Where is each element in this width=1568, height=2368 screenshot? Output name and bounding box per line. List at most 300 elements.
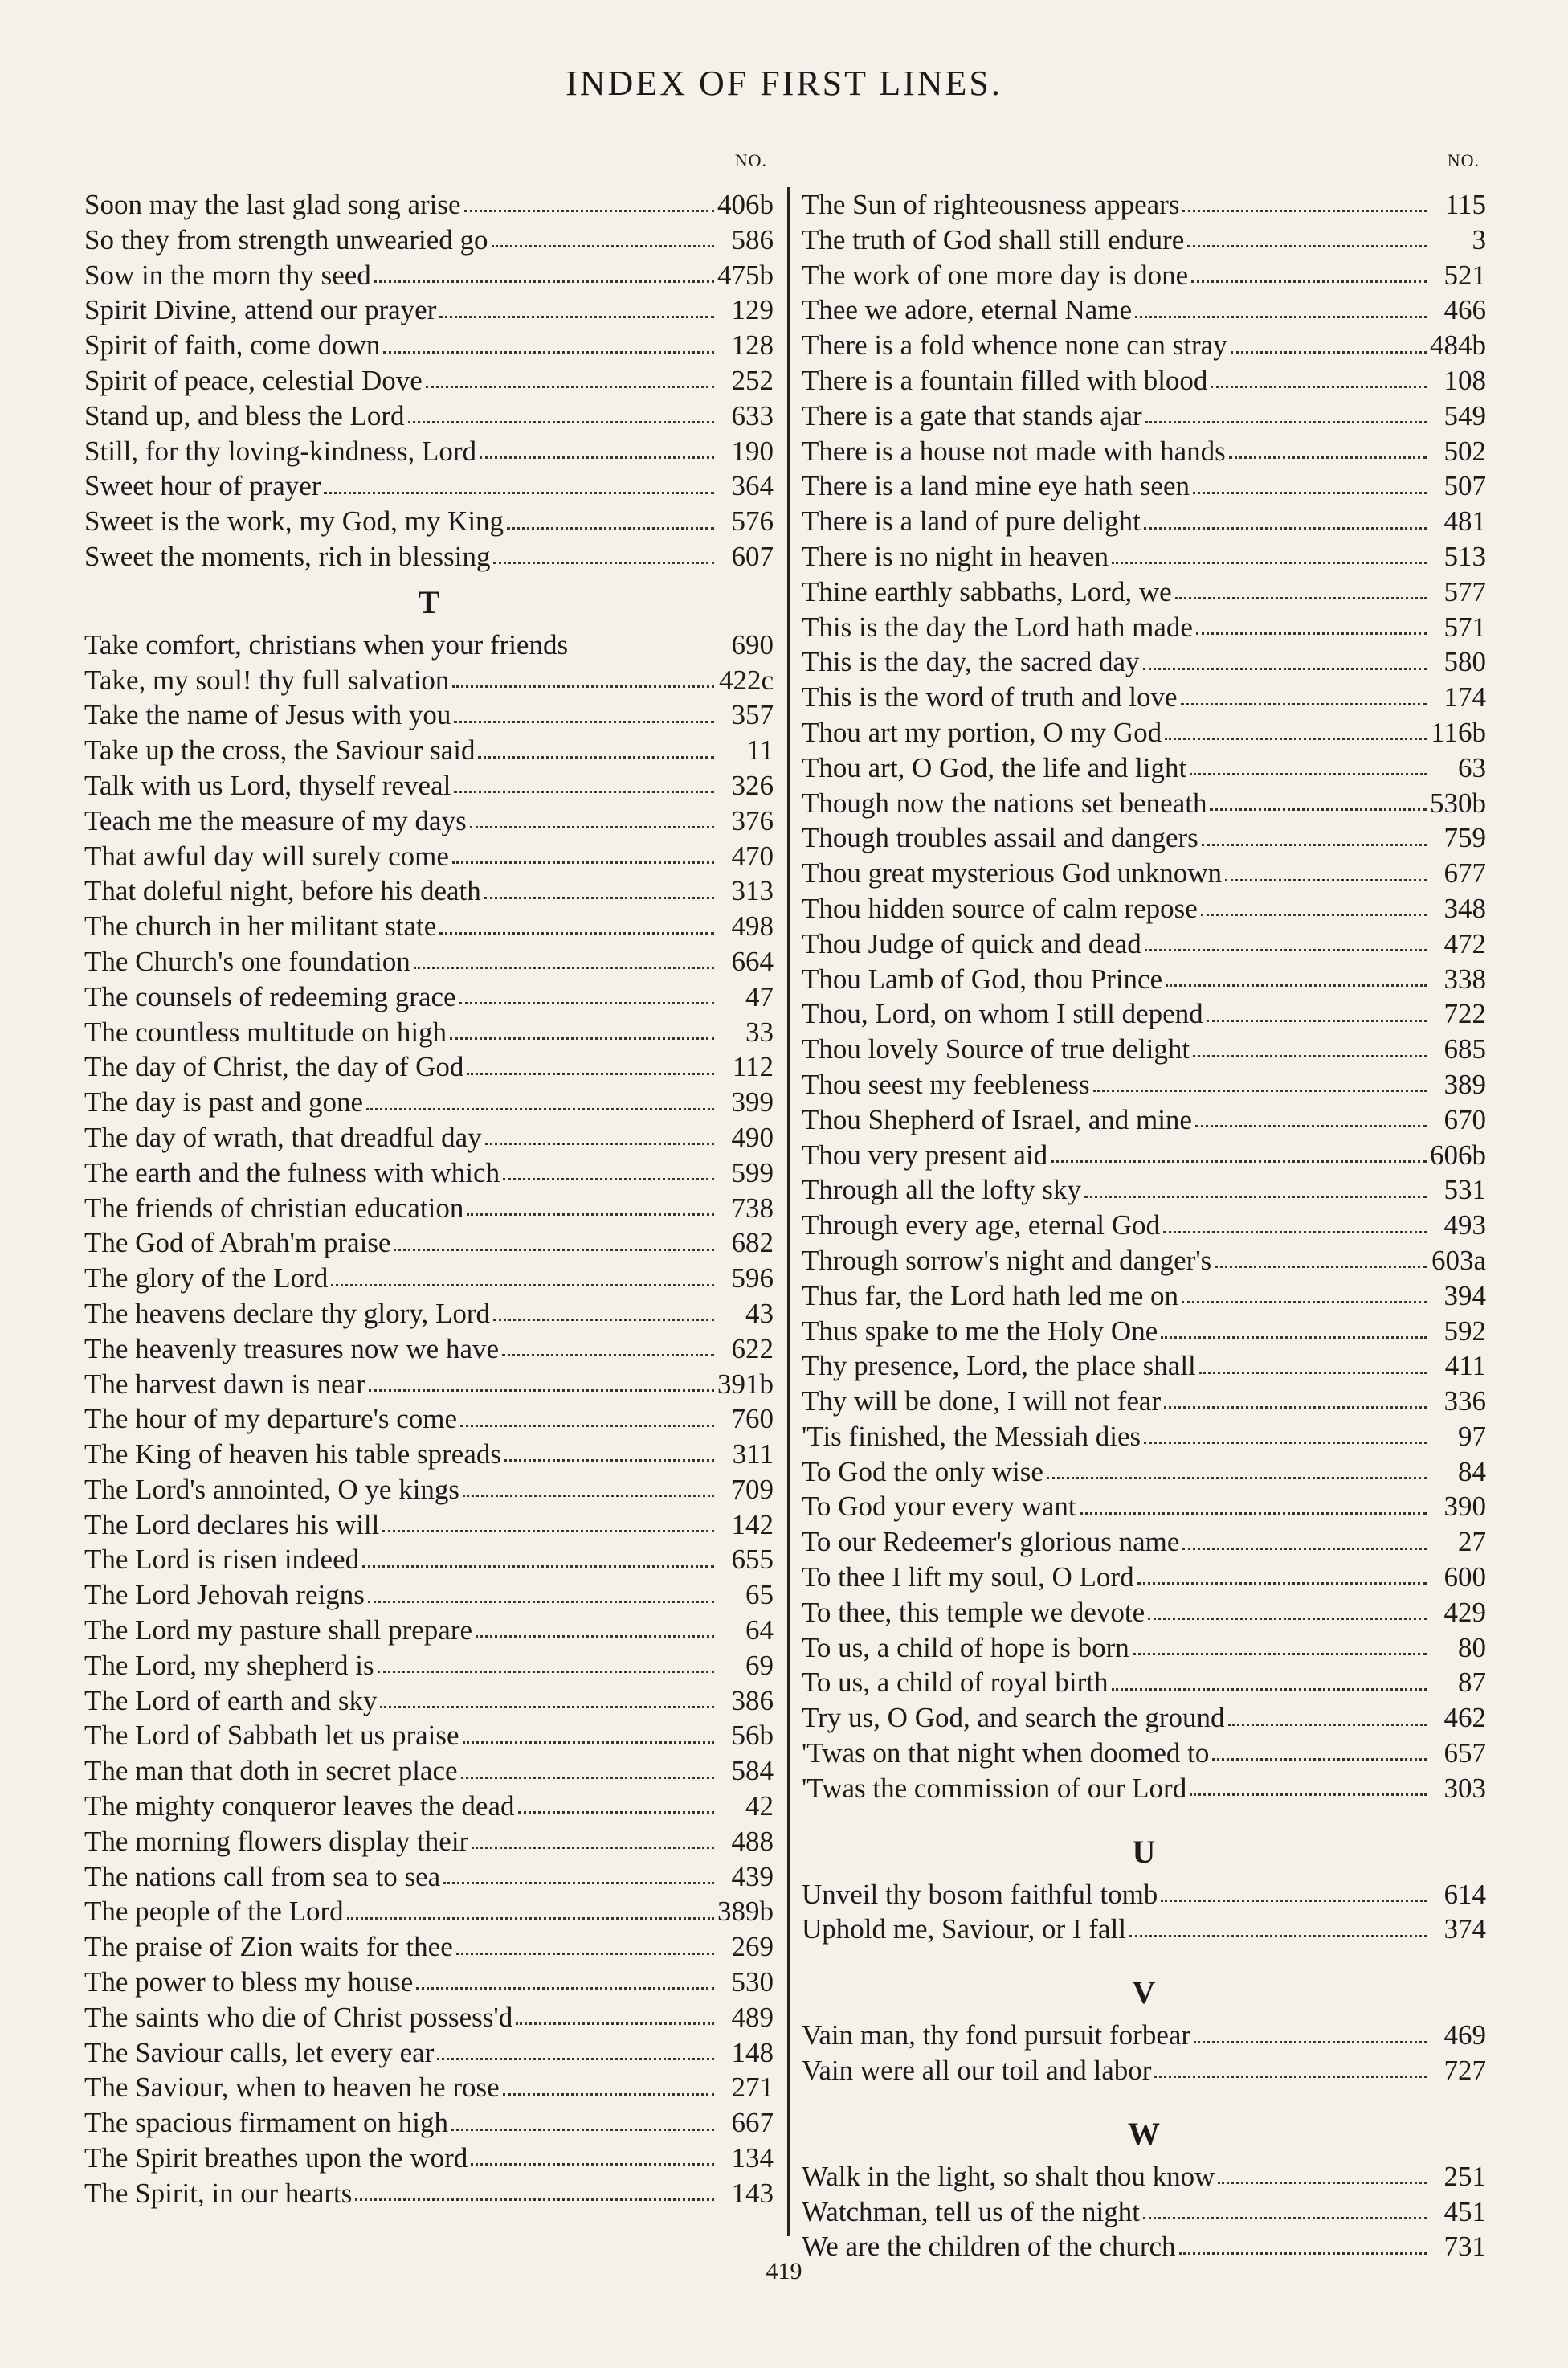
index-entry: [84, 292, 774, 328]
hymn-number: 271: [731, 2071, 774, 2104]
dot-leader: [1191, 280, 1427, 283]
dot-leader: [504, 1459, 714, 1462]
hymn-number: 33: [745, 1016, 774, 1048]
first-line-text: Sow in the morn thy seed: [84, 259, 371, 291]
first-line-text: 'Twas the commission of our Lord: [802, 1772, 1187, 1804]
first-line-text: The countless multitude on high: [84, 1016, 447, 1048]
dot-leader: [472, 1847, 714, 1849]
index-entry: [84, 1261, 774, 1296]
index-entry: [84, 504, 774, 539]
dot-leader: [503, 2093, 714, 2096]
first-line-text: The people of the Lord: [84, 1896, 344, 1928]
first-line-text: The King of heaven his table spreads: [84, 1438, 502, 1470]
index-entry: [84, 1929, 774, 1965]
dot-leader: [480, 456, 714, 459]
index-entry: [84, 1859, 774, 1895]
hymn-number: 622: [731, 1332, 774, 1364]
hymn-number: 129: [731, 294, 774, 326]
first-line-text: To us, a child of royal birth: [802, 1667, 1109, 1699]
section-letter: W: [1128, 2115, 1160, 2152]
hymn-number: 677: [1443, 857, 1486, 890]
index-entry: [84, 363, 774, 399]
index-entry: [84, 1401, 774, 1437]
hymn-number: 336: [1443, 1385, 1486, 1417]
hymn-number: 531: [1443, 1174, 1486, 1206]
first-line-text: Thus spake to me the Holy One: [802, 1315, 1158, 1347]
hymn-number: 394: [1443, 1279, 1486, 1311]
dot-leader: [1143, 668, 1427, 670]
index-entry: [84, 1296, 774, 1331]
index-entry: [802, 468, 1486, 504]
first-line-text: To God the only wise: [802, 1455, 1043, 1487]
dot-leader: [1144, 527, 1427, 530]
entry-list-left: [84, 187, 774, 2211]
dot-leader: [1163, 1231, 1427, 1233]
first-line-text: This is the day the Lord hath made: [802, 611, 1193, 643]
hymn-number: 364: [731, 470, 774, 502]
section-gap: [802, 1806, 1486, 1824]
dot-leader: [1080, 1512, 1427, 1515]
index-entry: [84, 1683, 774, 1719]
hymn-number: 422c: [718, 664, 774, 696]
index-entry: [84, 804, 774, 839]
dot-leader: [1190, 1793, 1427, 1796]
dot-leader: [1196, 632, 1427, 635]
hymn-number: 43: [745, 1297, 774, 1329]
index-entry: [802, 1630, 1486, 1666]
first-line-text: Take, my soul! thy full salvation: [84, 664, 450, 696]
first-line-text: Stand up, and bless the Lord: [84, 399, 405, 431]
index-entry: [84, 1542, 774, 1577]
column-header-no: NO.: [1447, 150, 1480, 170]
dot-leader: [426, 386, 714, 388]
index-entry: [84, 733, 774, 768]
hymn-number: 577: [1443, 575, 1486, 607]
dot-leader: [507, 527, 714, 530]
first-line-text: Walk in the light, so shalt thou know: [802, 2160, 1215, 2192]
dot-leader: [378, 1671, 714, 1673]
index-entry: [84, 768, 774, 804]
first-line-text: To God your every want: [802, 1491, 1076, 1523]
dot-leader: [1166, 984, 1427, 987]
hymn-number: 603a: [1431, 1244, 1486, 1276]
hymn-number: 389: [1443, 1068, 1486, 1100]
dot-leader: [362, 1565, 714, 1568]
index-entry: [802, 1912, 1486, 1947]
dot-leader: [383, 351, 714, 354]
hymn-number: 466: [1443, 294, 1486, 326]
dot-leader: [382, 1530, 714, 1532]
first-line-text: There is a fountain filled with blood: [802, 364, 1208, 396]
dot-leader: [1161, 1336, 1427, 1339]
first-line-text: Vain were all our toil and labor: [802, 2055, 1152, 2087]
first-line-text: The heavens declare thy glory, Lord: [84, 1297, 491, 1329]
dot-leader: [493, 562, 714, 564]
index-entry: [84, 1965, 774, 2000]
index-entry: [802, 1032, 1486, 1067]
hymn-number: 655: [731, 1544, 774, 1576]
first-line-text: Through every age, eternal God: [802, 1209, 1161, 1241]
dot-leader: [459, 1002, 714, 1004]
dot-leader: [451, 2129, 714, 2131]
dot-leader: [1202, 844, 1427, 846]
index-entry: [84, 2141, 774, 2176]
first-line-text: Sweet is the work, my God, my King: [84, 505, 504, 538]
first-line-text: The work of one more day is done: [802, 259, 1189, 291]
index-entry: [84, 1648, 774, 1683]
first-line-text: Thou very present aid: [802, 1139, 1048, 1171]
dot-leader: [1193, 1055, 1427, 1057]
dot-leader: [439, 932, 714, 935]
hymn-number: 357: [731, 699, 774, 731]
hymn-number: 128: [731, 329, 774, 362]
first-line-text: Thou Lamb of God, thou Prince: [802, 963, 1163, 995]
index-entry: [84, 2105, 774, 2141]
first-line-text: Talk with us Lord, thyself reveal: [84, 769, 451, 801]
index-entry: [84, 628, 774, 663]
index-entry: [802, 856, 1486, 891]
first-line-text: The truth of God shall still endure: [802, 223, 1185, 256]
dot-leader: [1182, 210, 1427, 212]
index-entry: [802, 328, 1486, 363]
hymn-number: 269: [731, 1931, 774, 1963]
first-line-text: The Spirit breathes upon the word: [84, 2142, 468, 2174]
index-entry: [802, 680, 1486, 715]
dot-leader: [1143, 2217, 1427, 2219]
hymn-number: 143: [731, 2177, 774, 2209]
hymn-number: 596: [731, 1262, 774, 1294]
dot-leader: [463, 1495, 714, 1497]
first-line-text: The Spirit, in our hearts: [84, 2177, 353, 2209]
first-line-text: Thou, Lord, on whom I still depend: [802, 998, 1203, 1030]
dot-leader: [456, 1953, 714, 1955]
dot-leader: [1228, 1724, 1427, 1726]
dot-leader: [1182, 1301, 1427, 1303]
hymn-number: 667: [731, 2107, 774, 2139]
hymn-number: 470: [731, 840, 774, 872]
hymn-number: 112: [732, 1051, 774, 1083]
first-line-text: The saints who die of Christ possess'd: [84, 2001, 513, 2033]
index-entry: [802, 1560, 1486, 1595]
index-entry: [802, 1524, 1486, 1560]
hymn-number: 399: [731, 1086, 774, 1119]
dot-leader: [485, 1143, 714, 1145]
hymn-number: 481: [1443, 505, 1486, 538]
index-entry: [84, 1225, 774, 1261]
index-entry: [802, 1172, 1486, 1208]
dot-leader: [366, 1108, 714, 1110]
dot-leader: [1201, 914, 1427, 916]
index-entry: [84, 697, 774, 733]
index-entry: [84, 258, 774, 293]
page-title: INDEX OF FIRST LINES.: [566, 63, 1002, 103]
hymn-number: 134: [731, 2142, 774, 2174]
hymn-number: 84: [1458, 1455, 1486, 1487]
dot-leader: [1225, 879, 1427, 881]
hymn-number: 600: [1443, 1561, 1486, 1593]
index-entry: [84, 1155, 774, 1191]
index-entry: [84, 2035, 774, 2071]
hymn-number: 690: [731, 628, 774, 661]
first-line-text: The Lord of Sabbath let us praise: [84, 1720, 459, 1752]
dot-leader: [1195, 1125, 1427, 1127]
first-line-text: The praise of Zion waits for thee: [84, 1931, 453, 1963]
index-entry: [802, 1243, 1486, 1278]
index-entry: [802, 575, 1486, 610]
index-entry: [84, 1613, 774, 1648]
first-line-text: The harvest dawn is near: [84, 1368, 365, 1400]
index-entry: [802, 258, 1486, 293]
dot-leader: [324, 492, 714, 494]
index-entry: [84, 328, 774, 363]
first-line-text: The Lord of earth and sky: [84, 1684, 378, 1716]
index-entry: [84, 944, 774, 980]
hymn-number: 3: [1472, 223, 1486, 256]
index-entry: [84, 1472, 774, 1507]
first-line-text: Thou lovely Source of true delight: [802, 1033, 1190, 1065]
hymn-number: 97: [1458, 1420, 1486, 1452]
index-entry: [84, 1507, 774, 1543]
first-line-text: The Lord declares his will: [84, 1508, 380, 1540]
hymn-number: 63: [1458, 751, 1486, 783]
first-line-text: Take up the cross, the Saviour said: [84, 734, 476, 767]
first-line-text: The Lord my pasture shall prepare: [84, 1614, 473, 1646]
index-entry: [802, 1665, 1486, 1700]
index-entry: [802, 504, 1486, 539]
first-line-text: 'Tis finished, the Messiah dies: [802, 1420, 1141, 1452]
dot-leader: [437, 2058, 714, 2060]
hymn-number: 311: [732, 1438, 774, 1470]
dot-leader: [374, 280, 714, 283]
index-entry: [802, 292, 1486, 328]
hymn-number: 709: [731, 1473, 774, 1505]
dot-leader: [516, 2022, 714, 2025]
index-entry: [84, 1577, 774, 1613]
hymn-number: 738: [731, 1192, 774, 1224]
first-line-text: The day is past and gone: [84, 1086, 363, 1119]
first-line-text: The counsels of redeeming grace: [84, 980, 456, 1012]
dot-leader: [1047, 1477, 1427, 1479]
hymn-number: 87: [1458, 1667, 1486, 1699]
first-line-text: Through sorrow's night and danger's: [802, 1244, 1212, 1276]
index-entry: [84, 839, 774, 874]
hymn-number: 488: [731, 1825, 774, 1857]
dot-leader: [443, 1882, 714, 1884]
first-line-text: There is a gate that stands ajar: [802, 399, 1142, 431]
first-line-text: The heavenly treasures now we have: [84, 1332, 500, 1364]
first-line-text: This is the day, the sacred day: [802, 646, 1140, 678]
index-entry: [84, 468, 774, 504]
dot-leader: [1165, 738, 1427, 740]
dot-leader: [1215, 1266, 1427, 1268]
hymn-number: 27: [1458, 1526, 1486, 1558]
dot-leader: [1154, 2076, 1427, 2078]
dot-leader: [1179, 2252, 1427, 2255]
hymn-number: 614: [1443, 1878, 1486, 1910]
first-line-text: Thou art, O God, the life and light: [802, 751, 1187, 783]
dot-leader: [1148, 1618, 1427, 1620]
dot-leader: [450, 1037, 714, 1040]
first-line-text: The earth and the fulness with which: [84, 1156, 500, 1188]
hymn-number: 722: [1443, 998, 1486, 1030]
first-line-text: That awful day will surely come: [84, 840, 449, 872]
first-line-text: The nations call from sea to sea: [84, 1860, 441, 1892]
first-line-text: There is a house not made with hands: [802, 435, 1226, 467]
hymn-number: 56b: [731, 1720, 774, 1752]
index-entry: [802, 1595, 1486, 1630]
dot-leader: [1135, 316, 1427, 318]
index-entry: [84, 1049, 774, 1085]
first-line-text: Thou Shepherd of Israel, and mine: [802, 1103, 1192, 1135]
hymn-number: 338: [1443, 963, 1486, 995]
index-entry: [84, 1437, 774, 1472]
hymn-number: 580: [1443, 646, 1486, 678]
first-line-text: The power to bless my house: [84, 1966, 414, 1998]
index-entry: [802, 223, 1486, 258]
dot-leader: [1112, 1688, 1427, 1691]
dot-leader: [1187, 245, 1427, 247]
first-line-text: The Lord, my shepherd is: [84, 1649, 374, 1681]
dot-leader: [503, 1178, 714, 1180]
index-entry: [84, 1331, 774, 1367]
hymn-number: 731: [1443, 2231, 1486, 2263]
index-entry: [84, 1120, 774, 1155]
dot-leader: [1161, 1900, 1427, 1902]
dot-leader: [1181, 703, 1427, 705]
dot-leader: [460, 1425, 714, 1427]
first-line-text: Sweet hour of prayer: [84, 470, 321, 502]
entry-list-right: [802, 187, 1486, 2264]
index-entry: [802, 644, 1486, 680]
hymn-number: 498: [731, 910, 774, 943]
hymn-number: 469: [1443, 2019, 1486, 2051]
hymn-number: 685: [1443, 1033, 1486, 1065]
dot-leader: [347, 1917, 714, 1920]
first-line-text: The man that doth in secret place: [84, 1755, 458, 1787]
column-divider: [787, 187, 790, 2236]
first-line-text: Watchman, tell us of the night: [802, 2195, 1140, 2227]
index-entry: [802, 2018, 1486, 2053]
index-entry: [84, 1085, 774, 1120]
dot-leader: [1129, 1935, 1427, 1937]
index-entry: [802, 434, 1486, 469]
hymn-number: 42: [745, 1790, 774, 1822]
dot-leader: [454, 721, 714, 723]
first-line-text: Though troubles assail and dangers: [802, 822, 1198, 854]
index-column-right: [802, 149, 1486, 2264]
hymn-number: 64: [745, 1614, 774, 1646]
dot-leader: [493, 1319, 714, 1321]
dot-leader: [1144, 1442, 1427, 1444]
dot-leader: [1211, 386, 1427, 388]
first-line-text: We are the children of the church: [802, 2231, 1176, 2263]
dot-leader: [464, 210, 714, 212]
dot-leader: [368, 1601, 714, 1603]
first-line-text: The glory of the Lord: [84, 1262, 329, 1294]
hymn-number: 571: [1443, 611, 1486, 643]
dot-leader: [355, 2198, 714, 2201]
hymn-number: 411: [1444, 1350, 1486, 1382]
index-entry: [84, 187, 774, 223]
index-entry: [802, 1489, 1486, 1524]
first-line-text: Spirit of faith, come down: [84, 329, 381, 362]
index-entry: [802, 187, 1486, 223]
hymn-number: 576: [731, 505, 774, 538]
index-entry: [84, 1015, 774, 1050]
dot-leader: [1175, 597, 1427, 599]
index-entry: [802, 1736, 1486, 1771]
dot-leader: [1190, 773, 1427, 775]
hymn-number: 493: [1443, 1209, 1486, 1241]
index-entry: [84, 1718, 774, 1753]
first-line-text: Try us, O God, and search the ground: [802, 1702, 1225, 1734]
first-line-text: The Sun of righteousness appears: [802, 189, 1180, 220]
first-line-text: The friends of christian education: [84, 1192, 464, 1224]
dot-leader: [369, 1389, 714, 1392]
first-line-text: The mighty conqueror leaves the dead: [84, 1790, 515, 1822]
hymn-number: 475b: [717, 259, 774, 291]
dot-leader: [1193, 492, 1427, 494]
hymn-number: 664: [731, 945, 774, 977]
hymn-number: 760: [731, 1403, 774, 1435]
index-entry: [802, 1419, 1486, 1454]
first-line-text: Thy presence, Lord, the place shall: [802, 1350, 1196, 1382]
index-entry: [84, 663, 774, 698]
hymn-number: 462: [1443, 1702, 1486, 1734]
hymn-number: 190: [731, 435, 774, 467]
first-line-text: To thee, this temple we devote: [802, 1596, 1145, 1628]
index-entry: [84, 2000, 774, 2035]
index-entry: [802, 610, 1486, 645]
hymn-number: 69: [745, 1649, 774, 1681]
hymn-number: 530b: [1430, 787, 1486, 819]
index-entry: [802, 2194, 1486, 2230]
index-entry: [84, 434, 774, 469]
dot-leader: [414, 967, 714, 969]
dot-leader: [439, 316, 714, 318]
hymn-number: 472: [1443, 927, 1486, 959]
section-gap: [802, 1947, 1486, 1965]
first-line-text: The day of wrath, that dreadful day: [84, 1121, 482, 1153]
index-entry: [802, 2053, 1486, 2088]
first-line-text: Uphold me, Saviour, or I fall: [802, 1913, 1126, 1945]
first-line-text: The morning flowers display their: [84, 1825, 469, 1857]
hymn-number: 727: [1443, 2055, 1486, 2087]
hymn-number: 530: [731, 1966, 774, 1998]
dot-leader: [416, 1987, 714, 1990]
section-gap: [802, 2088, 1486, 2106]
index-entry: [802, 996, 1486, 1032]
first-line-text: There is a fold whence none can stray: [802, 329, 1227, 362]
first-line-text: Thine earthly sabbaths, Lord, we: [802, 575, 1172, 607]
hymn-number: 657: [1443, 1737, 1486, 1769]
index-entry: [84, 2070, 774, 2105]
dot-leader: [484, 897, 714, 899]
first-line-text: There is a land mine eye hath seen: [802, 470, 1190, 502]
hymn-number: 682: [731, 1227, 774, 1259]
dot-leader: [502, 1354, 714, 1356]
index-entry: [84, 539, 774, 575]
dot-leader: [1212, 1758, 1427, 1761]
hymn-number: 142: [731, 1508, 774, 1540]
index-entry: [802, 1877, 1486, 1912]
dot-leader: [408, 421, 714, 423]
hymn-number: 507: [1443, 470, 1486, 502]
dot-leader: [467, 1213, 714, 1216]
index-entry: [84, 873, 774, 909]
hymn-number: 391b: [717, 1368, 774, 1400]
first-line-text: To us, a child of hope is born: [802, 1631, 1129, 1663]
